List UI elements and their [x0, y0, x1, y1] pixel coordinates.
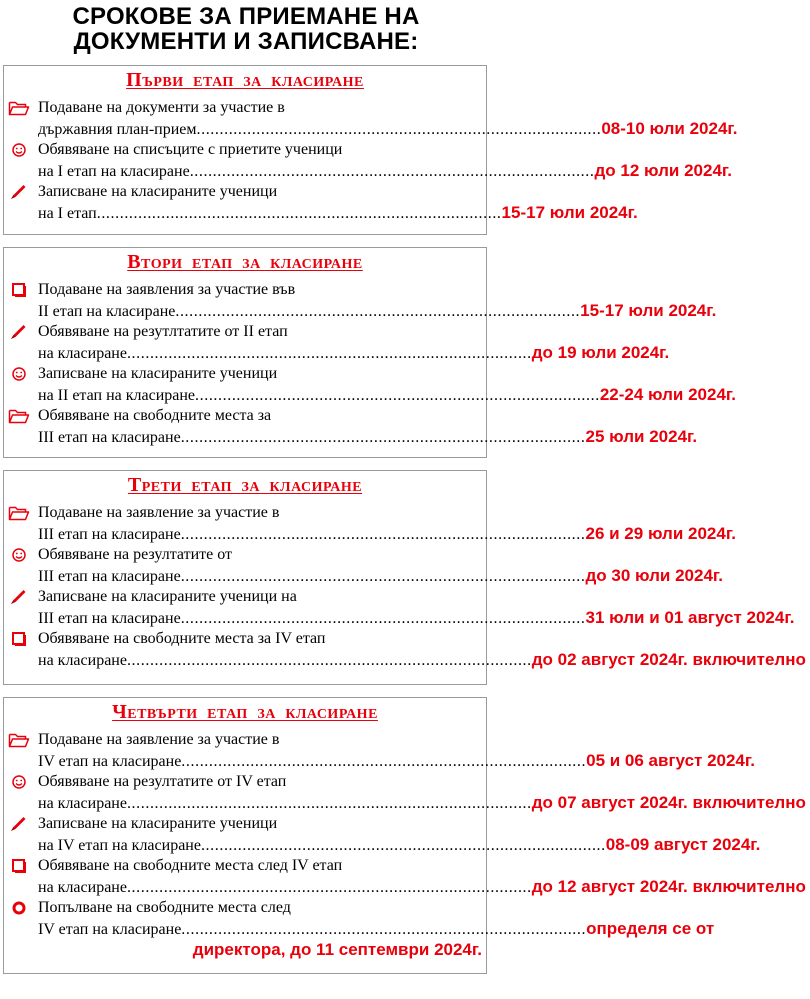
item-text-line-2: IV етап на класиране — [38, 921, 182, 938]
item-date: 08-09 август 2024г. — [605, 835, 761, 854]
folder-icon — [8, 504, 30, 522]
item-date-continued: директора, до 11 септември 2024г. — [192, 940, 482, 959]
item-text-line-2: на класиране — [38, 795, 127, 812]
item-text-line-1: Обявяване на свободните места след IV етап — [38, 857, 343, 874]
item-text-line-1: Записване на класираните ученици — [38, 365, 278, 382]
square-icon — [8, 630, 30, 648]
pencil-icon — [8, 183, 30, 201]
list-item: Подаване на заявление за участие в III етап на класиране ........................................................................................ 26 и 29 юли 2024г. — [4, 502, 486, 544]
folder-icon — [8, 407, 30, 425]
list-item: Подаване на документи за участие в държавния план-прием ........................................................................................ 08-10 юли 2024г. — [4, 97, 486, 139]
item-text-line-2: III етап на класиране — [38, 568, 181, 585]
item-date: 31 юли и 01 август 2024г. — [585, 608, 795, 627]
item-text-line-1: Записване на класираните ученици на — [38, 588, 297, 605]
circle-icon — [8, 899, 30, 917]
stage-heading: Четвърти етап за класиране — [112, 701, 378, 723]
item-text-line-1: Записване на класираните ученици — [38, 183, 278, 200]
list-item: Обявяване на свободните места за IV етап на класиране ........................................................................................ до 02 август 2024г. включително — [4, 628, 486, 670]
item-date: до 19 юли 2024г. — [531, 343, 670, 362]
smiley-icon — [8, 141, 30, 159]
list-item: Попълване на свободните места след IV етап на класиране ........................................................................................ определя се от директора, до 11 септември 2024г. — [4, 897, 486, 960]
list-item: Подаване на заявления за участие във II етап на класиране ........................................................................................ 15-17 юли 2024г. — [4, 279, 486, 321]
list-item: Записване на класираните ученици на I етап ........................................................................................ 15-17 юли 2024г. — [4, 181, 486, 223]
item-date: определя се от — [586, 919, 715, 938]
pencil-icon — [8, 815, 30, 833]
list-item: Обявяване на свободните места след IV етап на класиране ........................................................................................ до 12 август 2024г. включително — [4, 855, 486, 897]
item-text-line-1: Подаване на заявления за участие във — [38, 281, 296, 298]
list-item: Обявяване на резултатите от IV етап на класиране ........................................................................................ до 07 август 2024г. включително — [4, 771, 486, 813]
item-text-line-1: Обявяване на свободните места за IV етап — [38, 630, 326, 647]
list-item: Обявяване на резутлтатите от II етап на класиране ........................................................................................ до 19 юли 2024г. — [4, 321, 486, 363]
item-date: до 12 август 2024г. включително — [531, 877, 806, 896]
item-text-line-2: IV етап на класиране — [38, 753, 182, 770]
item-text-line-2: на IV етап на класиране — [38, 837, 201, 854]
item-text-line-1: Обявяване на свободните места за — [38, 407, 272, 424]
item-text-line-2: на I етап — [38, 205, 97, 222]
item-date: 22-24 юли 2024г. — [599, 385, 737, 404]
pencil-icon — [8, 588, 30, 606]
item-text-line-1: Обявяване на списъците с приетите ученици — [38, 141, 343, 158]
item-text-line-1: Обявяване на резултатите от IV етап — [38, 773, 287, 790]
list-item: Записване на класираните ученици на IV етап на класиране ........................................................................................ 08-09 август 2024г. — [4, 813, 486, 855]
square-icon — [8, 857, 30, 875]
item-text-line-1: Подаване на заявление за участие в — [38, 731, 280, 748]
item-text-line-2: III етап на класиране — [38, 610, 181, 627]
list-item: Обявяване на свободните места за III етап на класиране ........................................................................................ 25 юли 2024г. — [4, 405, 486, 447]
stage-heading: Втори етап за класиране — [127, 251, 363, 273]
item-text-line-2: III етап на класиране — [38, 526, 181, 543]
item-date: 26 и 29 юли 2024г. — [585, 524, 736, 543]
item-text-line-1: Обявяване на резултатите от — [38, 546, 232, 563]
stage-4-section — [3, 697, 806, 974]
list-item: Записване на класираните ученици на II етап на класиране ........................................................................................ 22-24 юли 2024г. — [4, 363, 486, 405]
item-date: до 07 август 2024г. включително — [531, 793, 806, 812]
item-date: до 12 юли 2024г. — [594, 161, 733, 180]
item-date: 15-17 юли 2024г. — [501, 203, 638, 222]
smiley-icon — [8, 365, 30, 383]
page-title-line-1: СРОКОВЕ ЗА ПРИЕМАНЕ НА — [72, 3, 420, 30]
item-text-line-2: на I етап на класиране — [38, 163, 190, 180]
item-date: до 30 юли 2024г. — [585, 566, 724, 585]
item-text-line-1: Подаване на заявление за участие в — [38, 504, 280, 521]
item-date: 15-17 юли 2024г. — [580, 301, 717, 320]
item-date: 08-10 юли 2024г. — [601, 119, 738, 138]
stage-1-section — [3, 65, 738, 235]
item-text-line-2: II етап на класиране — [38, 303, 176, 320]
item-text-line-2: на II етап на класиране — [38, 387, 196, 404]
item-text-line-1: Подаване на документи за участие в — [38, 99, 285, 116]
item-text-line-1: Обявяване на резутлтатите от II етап — [38, 323, 288, 340]
item-text-line-1: Записване на класираните ученици — [38, 815, 278, 832]
item-text-line-2: държавния план-прием — [38, 121, 197, 138]
item-text-line-2: III етап на класиране — [38, 429, 181, 446]
stage-heading: Трети етап за класиране — [127, 474, 363, 496]
item-date: 05 и 06 август 2024г. — [586, 751, 755, 770]
stage-3-section — [3, 470, 806, 685]
item-text-line-2: на класиране — [38, 652, 127, 669]
item-date: до 02 август 2024г. включително — [531, 650, 806, 669]
list-item: Обявяване на резултатите от III етап на класиране ........................................................................................ до 30 юли 2024г. — [4, 544, 486, 586]
item-text-line-1: Попълване на свободните места след — [38, 899, 291, 916]
page-title-line-2: ДОКУМЕНТИ И ЗАПИСВАНЕ: — [73, 28, 419, 55]
list-item: Обявяване на списъците с приетите ученици на I етап на класиране ........................................................................................ до 12 юли 2024г. — [4, 139, 486, 181]
smiley-icon — [8, 546, 30, 564]
item-text-line-2: на класиране — [38, 345, 127, 362]
list-item: Записване на класираните ученици на III етап на класиране ........................................................................................ 31 юли и 01 август 2024г. — [4, 586, 486, 628]
stage-2-section — [3, 247, 737, 458]
folder-icon — [8, 99, 30, 117]
item-text-line-2: на класиране — [38, 879, 127, 896]
folder-icon — [8, 731, 30, 749]
stage-heading: Първи етап за класиране — [126, 69, 364, 91]
item-date: 25 юли 2024г. — [585, 427, 698, 446]
pencil-icon — [8, 323, 30, 341]
square-icon — [8, 281, 30, 299]
smiley-icon — [8, 773, 30, 791]
list-item: Подаване на заявление за участие в IV етап на класиране ........................................................................................ 05 и 06 август 2024г. — [4, 729, 486, 771]
page-title — [0, 0, 492, 60]
